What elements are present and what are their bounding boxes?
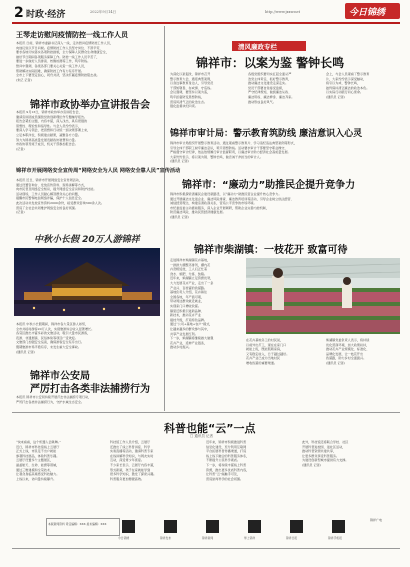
left-headline-2: 锦祥市政协举办宣讲报告会 <box>30 100 150 111</box>
article-2-body: 本报讯 9月13日，锦祥市政协举办宣讲报告会， 邀请宣讲团成员围绕党的创新理论作专题辅导报告。 报告会紧扣主题，内容丰富，深入浅出，具有很强的 思想性、理论性和指导性。与会人员纷纷表示， 要深入学习领会，把思想和行动统一到决策部署上来， 立足本职岗位，积极建言献策，凝聚各方力量。 努力为锦祥高质量发展贡献政协智慧和力量。 市政协领导班子成员，机关干部参加报告会。 (记者) <box>16 110 91 151</box>
greenhouse-image <box>246 258 400 334</box>
right-article-3-body: 锦祥市积极探索清廉民企建设新路径，以“廉动力”助推民营企业提升核心竞争力。 通过开展廉洁文化进企业、廉洁风险排查、廉洁教育培训等活动，引导企业树立依法经营、 诚信经营理念，构建亲清政商关系，营造公平竞争的市场环境。 市纪委监委主动靠前服务，深入企业开展调研，帮助企业完善内控机制， 防范廉洁风险，推动民营经济健康发展。 (通讯员 记者) <box>170 192 294 219</box>
footer-credits <box>370 518 400 536</box>
festival-night-photo <box>14 248 160 316</box>
qr-code-3[interactable] <box>206 520 219 533</box>
article-3-body: 本报讯 近日，锦祥市开展网络安全宣传周活动， 通过设置咨询台、发放宣传资料、现场讲解等方式， 向市民普及网络安全知识，提升网络安全意识和防护技能。 活动现场，工作人员耐心解答群众关心的问题， 提醒市民警惕电信网络诈骗，保护个人信息安全。 此次活动共发放宣传资料2000余份，接受群众咨询300余人次。 营造了全社会共同维护网络安全的良好氛围。 (记者) <box>16 178 105 215</box>
page-number: 2 <box>14 5 24 21</box>
right-article-1-col-c: 会上，与会人员观看了警示教育 片，大家纷纷表示深受触动， 将引以为戒、警钟长鸣， 始终保持清正廉洁的政治本色。 以实际行动践行初心使命。 (通讯员 记者) <box>326 72 370 99</box>
qr-code-4[interactable] <box>248 520 261 533</box>
right-article-1-col-a: 为深化以案促改，锦祥市召开 警示教育大会，通报典型案例， 以身边事教育身边人，引导党员 干部知敬畏、存戒惧、守底线。 会议强调，要坚持以案为鉴， 筑牢拒腐防变思想防线， 营造风清气正的政治生态。 强化监督执纪问责。 <box>170 72 214 109</box>
footer-ad-box <box>46 518 120 536</box>
right-article-4-col-b: 在花卉基地务工的村民说， 以前外出打工，现在在家门口 就能上班，既能照顾家庭， 又有稳定收入，日子越过越好。 花卉产业已成为当地村民 增收致富的重要渠道。 <box>246 338 290 365</box>
masthead-text: 今日锦绣 <box>349 8 386 18</box>
qr-code-1[interactable] <box>122 520 135 533</box>
left-headline-4: 锦祥市公安局 <box>30 371 90 382</box>
bottom-byline: □ 通讯员 记者 <box>190 434 214 438</box>
bottom-col-4: 此外，科技馆还将联合学校、社区 开展科普进校园、进社区活动， 推动科普资源共建共享， 让更多群众享受科普服务。 为建设创新型城市提供有力支撑。 (通讯员 记者) <box>302 440 349 467</box>
right-headline-2: 锦祥市审计局：警示教育筑防线 廉洁意识入心灵 <box>170 129 363 139</box>
bottom-col-3: 近年来，锦祥市积极推进科普 信息化建设，充分利用互联网 平台拓展科普传播渠道，打造 线上线下融合的科普服务体系， 不断提升公民科学素质。 下一步，将持续丰富线上科普 资源，推出更多优质科普内容， 让科普“云”端触手可及， 营造崇尚科学的社会氛围。 <box>206 440 250 481</box>
footer-label-2: 锦祥发布 <box>160 536 172 540</box>
footer-label-6: 锦祥手机报 <box>328 536 342 540</box>
qr-code-2[interactable] <box>164 520 177 533</box>
festival-title: 中秋小长假 20万人游锦祥 <box>34 235 140 245</box>
right-article-4-col-a: 走进锦祥市柴湖镇花卉基地， 一排排大棚整齐排列，棚内花 卉竞相绽放，工人们正忙着 浇水、施肥、分拣、装箱。 近年来，柴湖镇立足资源优势， 大力发展花卉产业，走出了一条 产业兴、百姓富的致富路。 基地负责人介绍，花卉销往 全国各地，年产值可观， 带动周边群众就近就业， 实现家门口增收致富。 镇里还积极引进新品种、 新技术，推动花卉产业 提档升级，打造特色品牌。 通过“公司+基地+农户”模式， 让越来越多的群众参与其中， 共享产业发展红利。 下一步，柴湖镇将继续做大做强 花卉产业，延伸产业链条， 推动乡村振兴。 <box>170 258 214 350</box>
qr-code-5[interactable] <box>290 520 303 533</box>
left-headline-1: 王琴走访慰问疫情防控一线工作人员 <box>16 31 128 39</box>
flower-greenhouse-photo <box>246 258 400 334</box>
right-article-2-body: 锦祥市审计局组织开展警示教育活动，通过观看警示教育片、学习违纪违法典型案例等形式， 引导全体干部职工树牢廉洁意识，筑牢思想防线。活动要求审计干部要坚守职业操守， 严格遵守审计纪律，依法依规履行审计监督职责，以廉洁审计助力经济社会高质量发展。 大家纷纷表示，将以案为镜、警钟长鸣，做忠诚干净担当的审计人。 (通讯员 记者) <box>170 141 297 164</box>
column-banner-text: 清风廉政专栏 <box>238 43 277 51</box>
right-headline-4: 锦祥市柴湖镇：一枝花开 致富可待 <box>194 245 348 256</box>
right-article-4-col-c: 柴湖镇党委负责人表示，将持续 优化营商环境，加大政策扶持， 推动花卉产业规模化、标准化、 品牌化发展，让一枝花开出 致富路，助力乡村全面振兴。 (通讯员 记者) <box>326 338 370 365</box>
footer-label-3: 锦祥新闻 <box>202 536 214 540</box>
footer-credit-line: 锦祥广电 <box>370 518 383 522</box>
qr-code-6[interactable] <box>332 520 345 533</box>
header-rule <box>12 22 400 24</box>
article-5-body: 本报讯 锦祥市公安局持续开展打击非法捕捞专项行动， 严厉打击各类非法捕捞行为，守护水域生态安全。 <box>16 395 92 404</box>
section-divider <box>12 412 400 413</box>
footer-label-4: 掌上锦祥 <box>244 536 256 540</box>
right-headline-1: 锦祥市：以案为鉴 警钟长鸣 <box>196 56 345 70</box>
bottom-headline: 科普也能“云”一点 <box>164 422 256 435</box>
bottom-col-2: 科技馆工作人员介绍，云展厅 还推出了线上科普讲座、科学 实验直播等活动，邀请科普专家 在线讲解科学知识，与网友实时 互动，深受青少年喜爱。 不少家长表示，云展厅内容丰富， 形式新颖，孩子在家就能学到 很多科学知识，激发了探索兴趣。 科普服务更加便捷高效。 <box>110 440 157 481</box>
left-headline-3: 锦祥市开展网络安全宣传周“网络安全为人民 网络安全靠人民”宣传活动 <box>16 168 181 174</box>
footer-note: 本版新闻资料 责任编辑：XXX 美术编辑：XXX <box>48 522 107 526</box>
section-label: 时政·经济 <box>26 10 66 20</box>
left-headline-5: 严厉打击各类非法捕捞行为 <box>30 384 150 395</box>
issue-date: 2022年9月14日 <box>90 10 117 14</box>
column-divider <box>164 26 165 411</box>
page-header <box>0 0 410 30</box>
night-scene-image <box>14 248 160 316</box>
festival-article-body: 本报讯 中秋小长假期间，锦祥市各大景区游人如织， 全市共接待游客20万人次，实现旅游综合收入显著增长。 各景区推出丰富多彩的文旅活动，吸引大量市民游客， 夜游、非遗展演、民俗体验等项目广受欢迎。 文旅部门加强安全巡查，确保游客安全有序出行。 假期旅游市场平稳有序，未发生重大安全事故。 (通讯员 记者) <box>16 322 95 354</box>
bottom-rule <box>12 548 400 549</box>
right-article-1-col-b: 各级党组织要切实扛起全面从严 治党主体责任，抓好警示教育， 推动廉洁文化建设走深走实。 党员干部要自觉接受监督， 严守纪律规矩，做到廉洁从政、 廉洁用权、廉洁修身、廉洁齐家。 推动形成良好风气。 <box>248 72 295 104</box>
article-1-body: 本报讯 日前，锦祥市委副书记深入一线，走访慰问疫情防控工作人员， 向他们致以节日问候。疫情防控工作人员坚守岗位、不辞辛劳， 要求各地切实落实各项防控措施，全力保障人民群众生命健康安全， 做好节日期间各项服务保障工作。防控一线工作人员辛苦了， 要进一步做好人员排查、核酸检测等工作，筑牢防线。 慰问中强调，各级各部门要关心关爱一线工作人员， 帮助解决实际困难，确保防控工作有力有序开展。 全市上下要坚定信心，同舟共济，坚决打赢疫情防控阻击战。 (朱记 记者) <box>16 41 113 82</box>
right-headline-3: 锦祥市：“廉动力”助推民企提升竞争力 <box>182 180 356 191</box>
site-url[interactable]: http://www.jxxw.net <box>265 10 300 14</box>
footer-label-1: 今日锦绣 <box>118 536 130 540</box>
bottom-col-1: “快来看看，这个机器人会跳舞。” 近日，锦祥市科技馆线上云展厅 正式上线，市民足不出户就能 参观科技展品，体验科普乐趣。 云展厅设置多个主题展区， 涵盖航天、生命、能源等领域， 通过三维建模和全景技术， 让观众身临其境感受科技魅力。 上线以来，访问量持续攀升。 <box>16 440 61 481</box>
footer-label-5: 锦祥日报 <box>286 536 298 540</box>
